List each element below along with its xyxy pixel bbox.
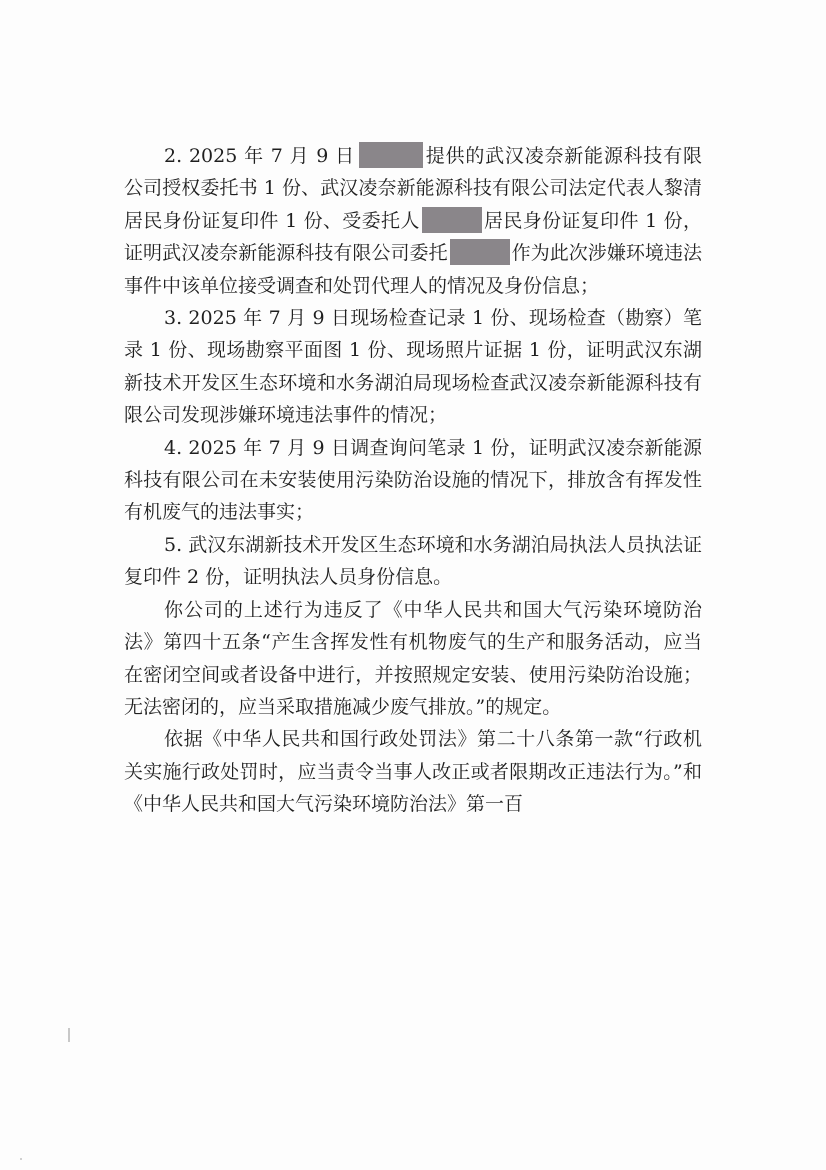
- violation-paragraph: 你公司的上述行为违反了《中华人民共和国大气污染环境防治法》第四十五条“产生含挥发性有机物废气的生产和服务活动，应当在密闭空间或者设备中进行，并按照规定安装、使用污染防治设施；无法密闭的，应当采取措施减少废气排放。”的规定。: [124, 598, 702, 718]
- evidence-item-3: 3. 2025 年 7 月 9 日现场检查记录 1 份、现场检查（勘察）笔录 1 份、现场勘察平面图 1 份、现场照片证据 1 份，证明武汉东湖新技术开发区生态环境和水务湖泊局现场检查武汉凌奈新能源科技有限公司发现涉嫌环境违法事件的情况；: [124, 307, 702, 427]
- legal-basis-paragraph: 依据《中华人民共和国行政处罚法》第二十八条第一款“行政机关实施行政处罚时，应当责令当事人改正或者限期改正违法行为。”和《中华人民共和国大气污染环境防治法》第一百: [124, 728, 702, 816]
- evidence-item-2-text-c: 作为此次涉嫌环境违法事件中该单位接受调查和处罚代理人的情况及身份信息；: [124, 242, 702, 297]
- redacted-name-block: [422, 207, 482, 233]
- scan-artifact: [20, 1158, 22, 1160]
- evidence-item-2-date: 2. 2025 年 7 月 9 日: [164, 145, 355, 167]
- evidence-item-2-text-b: 居民身份证复印件 1 份，证明武汉凌奈新能源科技有限公司委托: [124, 209, 702, 265]
- evidence-item-2-text-a: 提供的武汉凌奈新能源科技有限公司授权委托书 1 份、武汉凌奈新能源科技有限公司法定代表人黎清居民身份证复印件 1 份、受委托人: [124, 145, 702, 232]
- evidence-item-2: [124, 140, 702, 302]
- scan-artifact: [68, 1028, 70, 1042]
- evidence-item-5: 5. 武汉东湖新技术开发区生态环境和水务湖泊局执法人员执法证复印件 2 份，证明执法人员身份信息。: [124, 533, 702, 589]
- redacted-name-block: [450, 239, 510, 265]
- evidence-item-4: 4. 2025 年 7 月 9 日调查询问笔录 1 份，证明武汉凌奈新能源科技有限公司在未安装使用污染防治设施的情况下，排放含有挥发性有机废气的违法事实；: [124, 436, 702, 524]
- document-body: [124, 140, 702, 821]
- redacted-name-block: [359, 142, 423, 168]
